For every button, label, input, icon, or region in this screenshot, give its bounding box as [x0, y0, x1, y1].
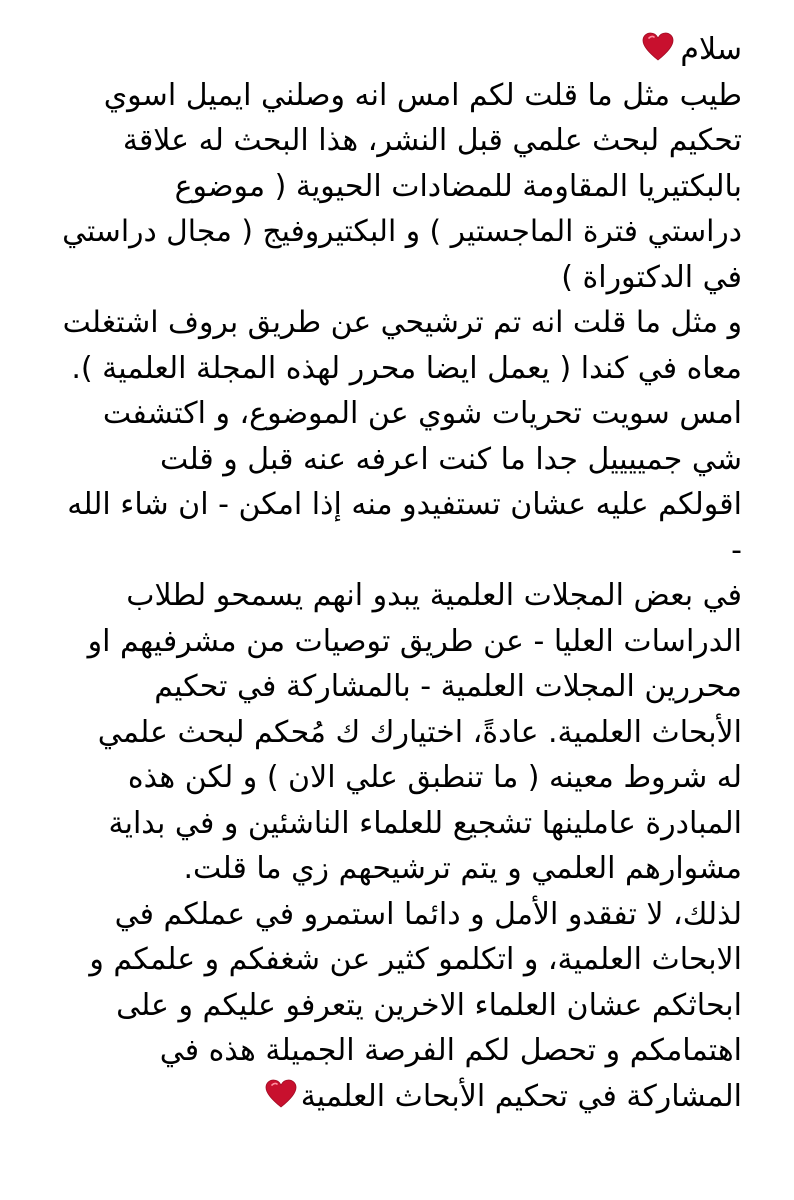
heart-icon	[265, 1077, 297, 1123]
closing-text: المشاركة في تحكيم الأبحاث العلمية	[300, 1078, 742, 1114]
text-line: له شروط معينه ( ما تنطبق علي الان ) و لكن هذه	[127, 760, 742, 795]
greeting-line	[62, 27, 742, 73]
text-line: و مثل ما قلت انه تم ترشيحي عن طريق بروف اشتغلت	[62, 305, 742, 340]
text-line: لذلك، لا تفقدو الأمل و دائما استمرو في عملكم في	[114, 896, 742, 932]
text-line: الابحاث العلمية، و اتكلمو كثير عن شغفكم و علمكم و	[89, 942, 742, 977]
text-line: تحكيم لبحث علمي قبل النشر، هذا البحث له علاقة	[122, 123, 742, 158]
text-line: -	[731, 532, 742, 568]
text-line: معاه في كندا ( يعمل ايضا محرر لهذه المجلة العلمية ).	[71, 350, 742, 386]
heart-icon	[642, 30, 674, 76]
text-line: المبادرة عاملينها تشجيع للعلماء الناشئين و في بداية	[108, 805, 742, 841]
text-line: الدراسات العليا - عن طريق توصيات من مشرفيهم او	[87, 623, 742, 659]
text-line: طيب مثل ما قلت لكم امس انه وصلني ايميل اسوي	[103, 77, 742, 113]
text-line: اهتمامكم و تحصل لكم الفرصة الجميلة هذه في	[159, 1033, 742, 1068]
text-line: شي جمييييل جدا ما كنت اعرفه عنه قبل و قلت	[160, 441, 742, 477]
text-line: اقولكم عليه عشان تستفيدو منه إذا امكن - ان شاء الله	[67, 487, 742, 522]
note-body	[62, 27, 742, 1119]
text-line: في الدكتوراة )	[561, 259, 742, 295]
text-line: في بعض المجلات العلمية يبدو انهم يسمحو لطلاب	[126, 578, 742, 613]
text-line: مشوارهم العلمي و يتم ترشيحهم زي ما قلت.	[183, 851, 742, 886]
text-line: محررين المجلات العلمية - بالمشاركة في تحكيم	[154, 669, 742, 704]
text-line: بالبكتيريا المقاومة للمضادات الحيوية ( موضوع	[174, 168, 742, 204]
greeting-text: سلام	[680, 32, 742, 67]
text-line: امس سويت تحريات شوي عن الموضوع، و اكتشفت	[102, 396, 742, 431]
text-line: دراستي فترة الماجستير ) و البكتيروفيج ( مجال دراستي	[62, 214, 742, 249]
text-line: الأبحاث العلمية. عادةً، اختيارك ك مُحكم لبحث علمي	[97, 714, 742, 750]
closing-line	[62, 1074, 742, 1120]
text-line: ابحاثكم عشان العلماء الاخرين يتعرفو عليكم و على	[116, 987, 742, 1023]
